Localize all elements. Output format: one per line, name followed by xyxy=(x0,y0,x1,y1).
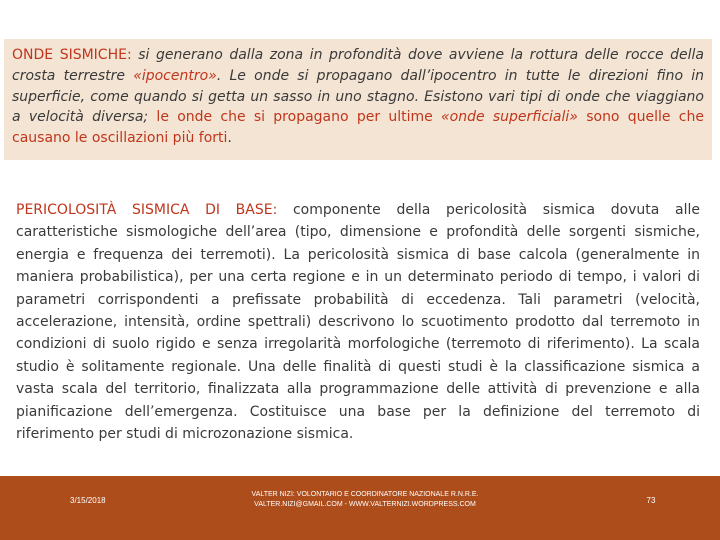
footer-bar xyxy=(0,476,720,540)
pericolosita-body: componente della pericolosità sismica dovuta alle caratteristiche sismologiche dell’area (tipo, dimensione e profondità delle sorgenti sismiche, energia e frequenza dei terremoti). La pericolosità sismica di base calcola (generalmente in maniera probabilistica), per una certa regione e in un determinato periodo di tempo, i valori di parametri corrispondenti a prefissate probabilità di eccedenza. Tali parametri (velocità, accelerazione, intensità, ordine spettrali) descrivono lo scuotimento prodotto dal terremoto in condizioni di suolo rigido e senza irregolarità morfologiche (terremoto di riferimento). La scala studio è solitamente regionale. Una delle finalità di questi studi è la classificazione sismica a vasta scala del territorio, finalizzata alla programmazione delle attività di prevenzione e alla pianificazione dell’emergenza. Costituisce una base per la definizione del terremoto di riferimento per studi di microzonazione sismica. xyxy=(16,202,701,443)
ipocentro-term: «ipocentro» xyxy=(133,67,217,84)
footer-credits xyxy=(200,490,530,510)
onde-sismiche-paragraph xyxy=(12,45,704,149)
para1-text-4: sono quelle che causano le oscillazioni più forti xyxy=(12,109,704,147)
pericolosita-paragraph xyxy=(16,199,700,445)
para1-period: . xyxy=(227,130,232,147)
onde-sismiche-box xyxy=(4,39,712,160)
footer-author-line: VALTER NIZI: VOLONTARIO E COORDINATORE NAZIONALE R.N.R.E. xyxy=(251,491,479,498)
footer-date: 3/15/2018 xyxy=(70,496,106,505)
para1-text-2: . Le onde si propagano dall’ipocentro in tutte le direzioni fino in superficie, come quando si getta un sasso in uno stagno. Esistono vari tipi di onde che viaggiano a velocità diversa; xyxy=(12,67,704,126)
para1-text-1: si generano dalla zona in profondità dove avviene la rottura delle rocce della crosta terrestre xyxy=(12,47,704,84)
pericolosita-heading: PERICOLOSITÀ SISMICA DI BASE: xyxy=(16,202,278,218)
onde-superficiali-term: «onde superficiali» xyxy=(441,109,578,126)
footer-contact-line: VALTER.NIZI@GMAIL.COM - WWW.VALTERNIZI.WORDPRESS.COM xyxy=(254,501,476,508)
para1-text-3: le onde che si propagano per ultime xyxy=(148,109,442,126)
onde-sismiche-heading: ONDE SISMICHE: xyxy=(12,47,132,63)
page-number: 73 xyxy=(646,496,656,505)
